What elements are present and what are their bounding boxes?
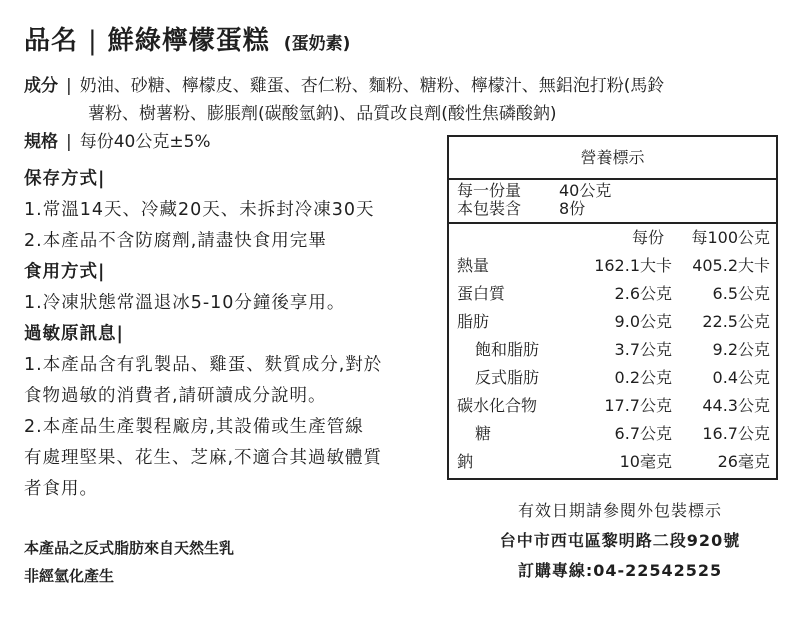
nutrition-row (449, 392, 776, 420)
nutrition-row (449, 252, 776, 280)
per-100g-value: 16.7公克 (702, 424, 770, 443)
ingredients-block (24, 72, 784, 128)
per-serving-value: 6.7公克 (614, 424, 672, 443)
order-hotline: 訂購專線:04-22542525 (517, 561, 723, 580)
company-info (460, 496, 780, 586)
expiry-note: 有效日期請參閱外包裝標示 (517, 501, 722, 520)
allergen-line: 食物過敏的消費者,請研讀成分說明。 (24, 386, 327, 406)
nutrient-name: 蛋白質 (457, 284, 506, 303)
nutrient-name: 飽和脂肪 (475, 340, 540, 359)
per-serving-value: 0.2公克 (614, 368, 672, 387)
per-serving-value: 10毫克 (619, 452, 672, 471)
ingredients-text-1: 奶油、砂糖、檸檬皮、雞蛋、杏仁粉、麵粉、糖粉、檸檬汁、無鋁泡打粉(馬鈴 (79, 76, 665, 96)
diet-note: (蛋奶素) (283, 34, 351, 54)
nutrition-row (449, 308, 776, 336)
trans-fat-note-line: 非經氫化產生 (24, 567, 115, 585)
nutrient-name: 脂肪 (457, 312, 490, 331)
per-100g-value: 405.2大卡 (692, 256, 770, 275)
nutrition-serving-info (449, 180, 776, 224)
serving-size-value: 40公克 (559, 181, 612, 200)
nutrition-column-header (449, 224, 776, 252)
ingredients-text-2: 薯粉、樹薯粉、膨脹劑(碳酸氫鈉)、品質改良劑(酸性焦磷酸鈉) (88, 104, 557, 124)
per-serving-value: 3.7公克 (614, 340, 672, 359)
nutrient-name: 反式脂肪 (475, 368, 540, 387)
per-100g-header: 每100公克 (691, 228, 770, 247)
per-serving-value: 2.6公克 (614, 284, 672, 303)
spec-separator: | (66, 132, 72, 152)
nutrient-name: 鈉 (457, 452, 474, 471)
servings-row (457, 200, 768, 218)
nutrition-rows (449, 252, 776, 476)
nutrient-name: 熱量 (457, 256, 490, 275)
spec-block (24, 129, 211, 155)
title-row (24, 20, 350, 57)
allergen-heading: 過敏原訊息| (24, 324, 124, 344)
per-100g-value: 0.4公克 (712, 368, 770, 387)
ingredients-separator: | (66, 76, 72, 96)
allergen-line: 1.本產品含有乳製品、雞蛋、麩質成分,對於 (24, 355, 383, 375)
usage-line: 1.冷凍狀態常溫退冰5-10分鐘後享用。 (24, 293, 346, 313)
trans-fat-note-line: 本產品之反式脂肪來自天然生乳 (24, 539, 235, 557)
ingredients-line-1 (24, 72, 784, 100)
per-serving-value: 17.7公克 (604, 396, 672, 415)
nutrition-title: 營養標示 (449, 137, 776, 180)
nutrient-name: 碳水化合物 (457, 396, 538, 415)
product-name-label: 品名 (24, 26, 79, 56)
nutrition-row (449, 280, 776, 308)
nutrition-facts-table (447, 135, 778, 480)
serving-size-label: 每一份量 (457, 181, 522, 200)
per-serving-value: 9.0公克 (614, 312, 672, 331)
info-column (24, 164, 444, 505)
storage-line: 1.常溫14天、冷藏20天、未拆封冷凍30天 (24, 200, 375, 220)
spec-value: 每份40公克±5% (79, 132, 211, 152)
per-100g-value: 9.2公克 (712, 340, 770, 359)
allergen-line: 者食用。 (24, 479, 98, 499)
servings-value: 8份 (559, 199, 586, 218)
product-title (24, 20, 270, 57)
trans-fat-note (24, 534, 234, 590)
company-address: 台中市西屯區黎明路二段920號 (499, 531, 741, 550)
per-serving-header: 每份 (631, 228, 664, 247)
title-separator: | (88, 26, 98, 56)
per-100g-value: 44.3公克 (702, 396, 770, 415)
ingredients-label: 成分 (24, 76, 58, 96)
storage-line: 2.本產品不含防腐劑,請盡快食用完畢 (24, 231, 327, 251)
nutrition-row (449, 420, 776, 448)
nutrition-row (449, 336, 776, 364)
spec-label: 規格 (24, 132, 58, 152)
servings-label: 本包裝含 (457, 199, 522, 218)
nutrition-row (449, 448, 776, 476)
nutrition-header-blank (449, 224, 570, 252)
per-100g-value: 22.5公克 (702, 312, 770, 331)
allergen-line: 2.本產品生產製程廠房,其設備或生產管線 (24, 417, 364, 437)
per-serving-value: 162.1大卡 (594, 256, 672, 275)
nutrient-name: 糖 (475, 424, 492, 443)
usage-heading: 食用方式| (24, 262, 106, 282)
product-name: 鮮綠檸檬蛋糕 (107, 26, 270, 56)
storage-heading: 保存方式| (24, 169, 106, 189)
nutrition-row (449, 364, 776, 392)
allergen-line: 有處理堅果、花生、芝麻,不適合其過敏體質 (24, 448, 383, 468)
per-100g-value: 6.5公克 (712, 284, 770, 303)
per-100g-value: 26毫克 (717, 452, 770, 471)
serving-size-row (457, 182, 768, 200)
